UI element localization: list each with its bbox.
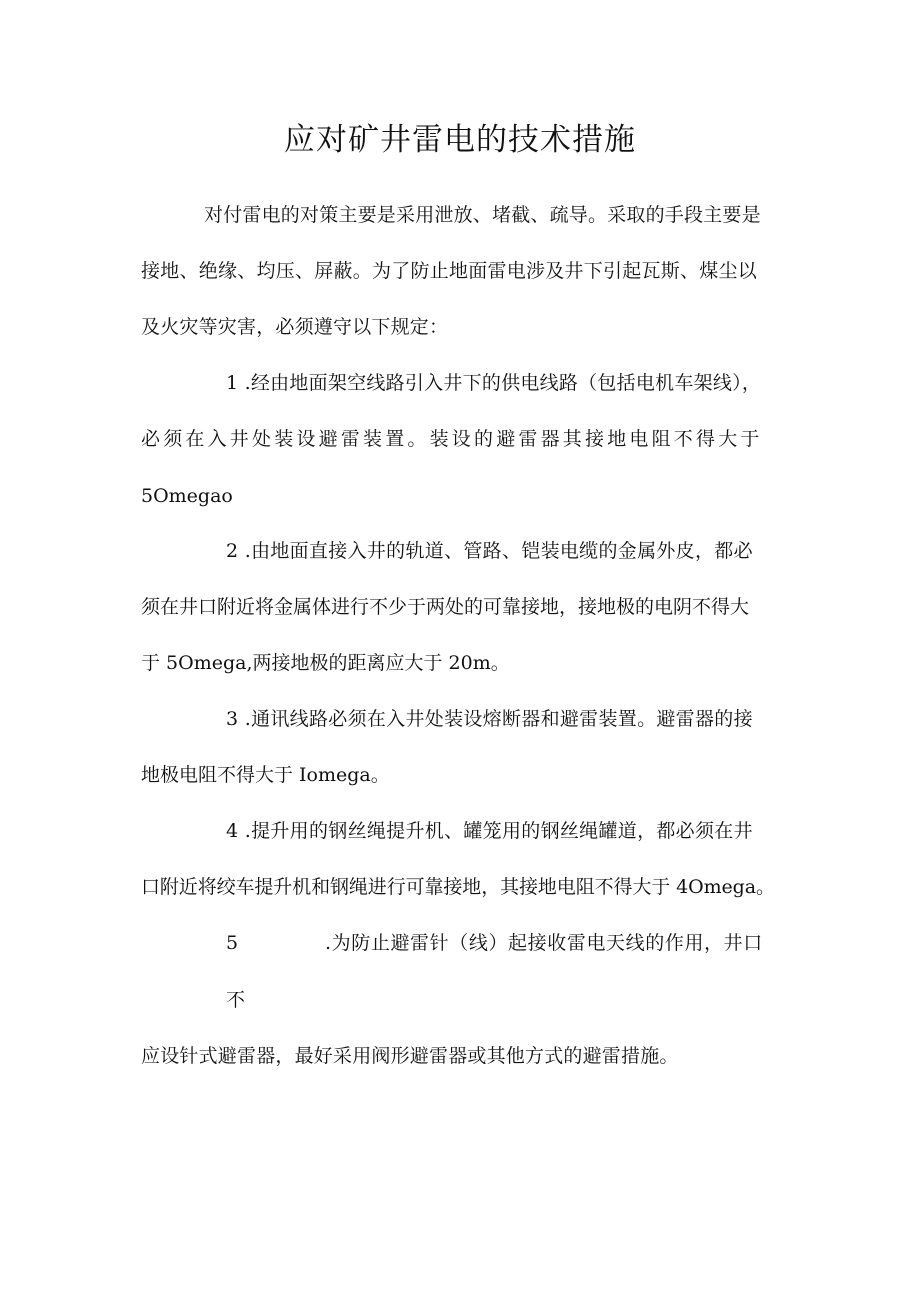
rule-3-line-1: 3 .通讯线路必须在入井处装设熔断器和避雷装置。避雷器的接 [226,708,753,730]
document-title: 应对矿井雷电的技术措施 [284,122,636,158]
intro-line-2: 接地、绝缘、均压、屏蔽。为了防止地面雷电涉及井下引起瓦斯、煤尘以 [141,260,758,282]
rule-2-line-3: 于 5Omega,两接地极的距离应大于 20m。 [141,652,510,674]
rule-3-line-2: 地极电阻不得大于 Iomega。 [141,764,390,786]
rule-4-line-1: 4 .提升用的钢丝绳提升机、罐笼用的钢丝绳罐道，都必须在井 [226,820,753,842]
rule-2-line-1: 2 .由地面直接入井的轨道、管路、铠装电缆的金属外皮，都必 [226,540,753,562]
intro-line-3: 及火灾等灾害，必须遵守以下规定： [141,316,449,338]
rule-4-line-2: 口附近将绞车提升机和钢绳进行可靠接地，其接地电阻不得大于 4Omega。 [141,876,775,898]
rule-5-line-2: 不 [226,989,246,1011]
rule-1-line-2: 必须在入井处装设避雷装置。装设的避雷器其接地电阻不得大于 [141,428,763,450]
intro-line-1: 对付雷电的对策主要是采用泄放、堵截、疏导。采取的手段主要是 [204,204,761,226]
rule-1-line-3: 5Omegao [141,485,233,507]
rule-2-line-2: 须在井口附近将金属体进行不少于两处的可靠接地，接地极的电阴不得大 [141,596,750,618]
rule-5-number: 5 [226,932,239,954]
rule-5-line-1: .为防止避雷针（线）起接收雷电天线的作用，井口 [325,932,763,954]
rule-5-line-3: 应设针式避雷器，最好采用阀形避雷器或其他方式的避雷措施。 [141,1045,679,1067]
rule-1-line-1: 1 .经由地面架空线路引入井下的供电线路（包括电机车架线）， [226,372,762,394]
